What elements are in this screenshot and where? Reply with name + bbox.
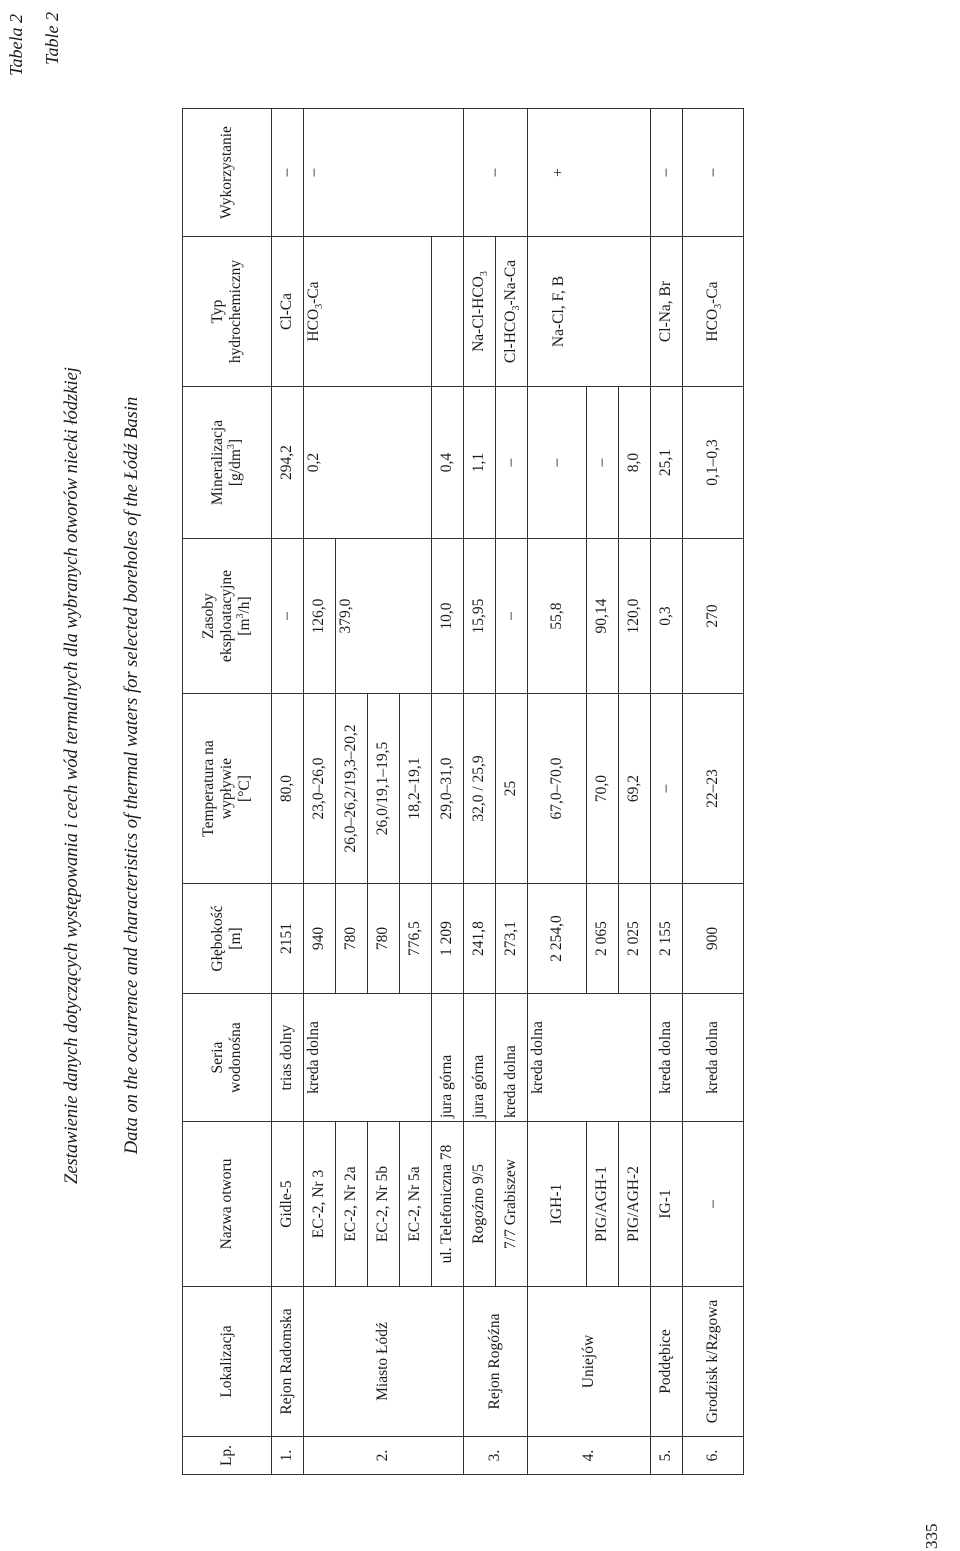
typ-part: HCO [703, 308, 721, 342]
table-row [651, 109, 683, 1475]
wykorzystanie-cell: – [272, 109, 304, 237]
glebokosc-cell: 273,1 [496, 884, 528, 994]
col-glebokosc-line2: [m] [227, 927, 244, 950]
zasoby-cell: 126,0 [304, 539, 336, 694]
mineralizacja-cell: 294,2 [272, 387, 304, 539]
table-row [272, 109, 304, 1475]
col-zasoby-line2: eksploatacyjne [217, 569, 235, 663]
lp-cell: 5. [651, 1437, 683, 1475]
typ-cell [464, 237, 496, 387]
temperatura-cell: 80,0 [272, 694, 304, 884]
col-zasoby-unit-a: [m [236, 618, 254, 636]
col-lp: Lp. [183, 1437, 272, 1475]
tabela-label: Tabela 2 [6, 14, 26, 76]
temperatura-cell: 18,2–19,1 [400, 694, 432, 884]
mineralizacja-cell: 8,0 [619, 387, 651, 539]
typ-cell: Cl-Na, Br [651, 237, 683, 387]
typ-subscript: 3 [712, 303, 724, 309]
col-mineralizacja [183, 387, 272, 539]
glebokosc-cell: 780 [336, 884, 368, 994]
mineralizacja-cell: 25,1 [651, 387, 683, 539]
seria-cell: kreda dolna [651, 994, 683, 1122]
thermal-waters-table [182, 108, 744, 1475]
mineralizacja-cell: 0,4 [432, 387, 464, 539]
nazwa-cell: PIG/AGH-2 [619, 1122, 651, 1287]
col-seria [183, 994, 272, 1122]
temperatura-cell: 69,2 [619, 694, 651, 884]
typ-cell: Cl-Ca [272, 237, 304, 387]
temperatura-cell: 67,0–70,0 [528, 694, 587, 884]
seria-cell: kreda dolna [304, 994, 432, 1122]
zasoby-cell: 55,8 [528, 539, 587, 694]
zasoby-cell: – [496, 539, 528, 694]
lokalizacja-cell: Poddębice [651, 1287, 683, 1437]
title-polish: Zestawienie danych dotyczących występowania i cech wód termalnych dla wybranych otworów niecki łódzkiej [62, 367, 82, 1184]
wykorzystanie-cell: – [683, 109, 744, 237]
typ-subscript: 3 [511, 305, 523, 311]
temperatura-cell: 70,0 [587, 694, 619, 884]
zasoby-cell: 0,3 [651, 539, 683, 694]
nazwa-cell: ul. Telefoniczna 78 [432, 1122, 464, 1287]
mineralizacja-cell: – [496, 387, 528, 539]
glebokosc-cell: 2151 [272, 884, 304, 994]
zasoby-cell: 15,95 [464, 539, 496, 694]
table-row [464, 109, 496, 1475]
lp-cell: 4. [528, 1437, 651, 1475]
col-zasoby [183, 539, 272, 694]
nazwa-cell: IG-1 [651, 1122, 683, 1287]
nazwa-cell: EC-2, Nr 3 [304, 1122, 336, 1287]
seria-cell: kreda dolna [683, 994, 744, 1122]
page-number: 335 [922, 1523, 941, 1549]
lp-cell: 6. [683, 1437, 744, 1475]
typ-cell [496, 237, 528, 387]
table-row [304, 109, 336, 1475]
typ-part: -Ca [305, 281, 322, 304]
col-mineral-unit-b: ] [227, 438, 244, 445]
temperatura-cell: 25 [496, 694, 528, 884]
col-temperatura [183, 694, 272, 884]
table-row [432, 109, 464, 1475]
zasoby-cell: – [272, 539, 304, 694]
glebokosc-cell: 2 254,0 [528, 884, 587, 994]
temperatura-cell: 23,0–26,0 [304, 694, 336, 884]
nazwa-cell: – [683, 1122, 744, 1287]
lokalizacja-cell: Rejon Radomska [272, 1287, 304, 1437]
col-zasoby-unit-b: /h] [236, 596, 254, 614]
mineralizacja-cell: – [587, 387, 619, 539]
wykorzystanie-cell: + [528, 109, 651, 237]
col-zasoby-line1: Zasoby [199, 593, 217, 639]
nazwa-cell: 7/7 Grabiszew [496, 1122, 528, 1287]
mineralizacja-cell: 0,1–0,3 [683, 387, 744, 539]
nazwa-cell: IGH-1 [528, 1122, 587, 1287]
glebokosc-cell: 776,5 [400, 884, 432, 994]
typ-cell [432, 237, 464, 387]
temperatura-cell: – [651, 694, 683, 884]
wykorzystanie-cell: – [304, 109, 464, 237]
title-english: Data on the occurrence and characteristics of thermal waters for selected boreholes of the Łódź Basin [122, 396, 142, 1155]
col-typ-line2: hydrochemiczny [227, 259, 244, 364]
table-row [528, 109, 587, 1475]
col-lokalizacja: Lokalizacja [183, 1287, 272, 1437]
typ-part: HCO [305, 308, 322, 342]
typ-part: Na-Cl-HCO [470, 276, 488, 352]
wykorzystanie-cell: – [651, 109, 683, 237]
nazwa-cell: Gidle-5 [272, 1122, 304, 1287]
glebokosc-cell: 900 [683, 884, 744, 994]
seria-cell: trias dolny [272, 994, 304, 1122]
lokalizacja-cell: Miasto Łódź [304, 1287, 464, 1437]
col-wykorzystanie: Wykorzystanie [183, 109, 272, 237]
mineralizacja-cell: 0,2 [304, 387, 432, 539]
table-row [496, 109, 528, 1475]
zasoby-cell: 10,0 [432, 539, 464, 694]
nazwa-cell: EC-2, Nr 5b [368, 1122, 400, 1287]
seria-cell: jura górna [432, 994, 464, 1122]
typ-subscript: 3 [479, 271, 491, 277]
col-nazwa: Nazwa otworu [183, 1122, 272, 1287]
typ-part: -Na-Ca [502, 259, 520, 306]
lokalizacja-cell: Grodzisk k/Rzgowa [683, 1287, 744, 1437]
glebokosc-cell: 940 [304, 884, 336, 994]
temperatura-cell: 22–23 [683, 694, 744, 884]
col-temp-line2: wypływie [217, 757, 235, 820]
typ-cell [683, 237, 744, 387]
zasoby-cell: 120,0 [619, 539, 651, 694]
seria-cell: kreda dolna [496, 994, 528, 1122]
mineralizacja-cell: – [528, 387, 587, 539]
col-seria-line2: wodonośna [227, 1022, 244, 1093]
typ-cell [304, 237, 432, 387]
temperatura-cell: 26,0/19,1–19,5 [368, 694, 400, 884]
col-mineral-line1: Mineralizacja [208, 419, 226, 506]
typ-part: Cl-HCO [502, 310, 520, 364]
lp-cell: 3. [464, 1437, 528, 1475]
glebokosc-cell: 2 155 [651, 884, 683, 994]
glebokosc-cell: 241,8 [464, 884, 496, 994]
temperatura-cell: 29,0–31,0 [432, 694, 464, 884]
lokalizacja-cell: Rejon Rogóźna [464, 1287, 528, 1437]
lp-cell: 1. [272, 1437, 304, 1475]
col-typ [183, 237, 272, 387]
lp-cell: 2. [304, 1437, 464, 1475]
mineralizacja-cell: 1,1 [464, 387, 496, 539]
nazwa-cell: EC-2, Nr 5a [400, 1122, 432, 1287]
col-temp-line3: [°C] [236, 775, 254, 802]
wykorzystanie-cell: – [464, 109, 528, 237]
glebokosc-cell: 2 025 [619, 884, 651, 994]
col-temp-line1: Temperatura na [199, 740, 217, 837]
col-seria-line1: Seria [208, 1041, 226, 1074]
seria-cell: kreda dolna [528, 994, 651, 1122]
col-zasoby-unit-sup: 3 [234, 613, 246, 619]
glebokosc-cell: 1 209 [432, 884, 464, 994]
lokalizacja-cell: Uniejów [528, 1287, 651, 1437]
seria-cell: jura górna [464, 994, 496, 1122]
table-row [683, 109, 744, 1475]
nazwa-cell: PIG/AGH-1 [587, 1122, 619, 1287]
glebokosc-cell: 780 [368, 884, 400, 994]
table-label: Table 2 [42, 12, 62, 65]
nazwa-cell: EC-2, Nr 2a [336, 1122, 368, 1287]
header-row [183, 109, 272, 1475]
typ-cell: Na-Cl, F, B [528, 237, 651, 387]
typ-subscript: 3 [314, 303, 326, 309]
zasoby-cell: 379,0 [336, 539, 432, 694]
nazwa-cell: Rogoźno 9/5 [464, 1122, 496, 1287]
col-mineral-unit-a: [g/dm [227, 449, 244, 487]
col-glebokosc-line1: Głębokość [208, 905, 226, 972]
zasoby-cell: 90,14 [587, 539, 619, 694]
col-mineral-unit-sup: 3 [225, 444, 237, 450]
zasoby-cell: 270 [683, 539, 744, 694]
typ-part: -Ca [703, 281, 721, 304]
glebokosc-cell: 2 065 [587, 884, 619, 994]
col-glebokosc [183, 884, 272, 994]
temperatura-cell: 26,0–26,2/19,3–20,2 [336, 694, 368, 884]
col-typ-line1: Typ [208, 299, 226, 324]
temperatura-cell: 32,0 / 25,9 [464, 694, 496, 884]
